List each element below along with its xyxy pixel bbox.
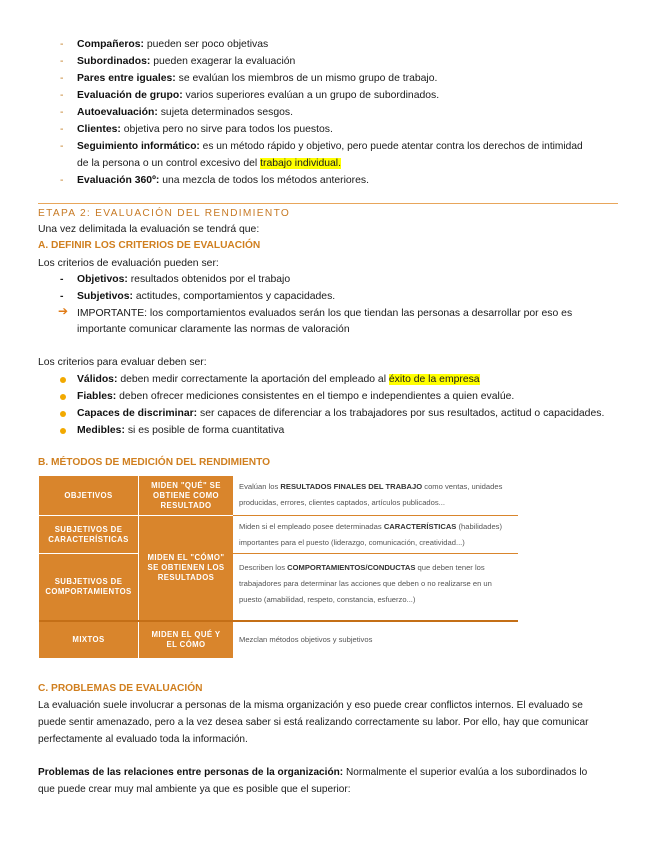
bullet-icon xyxy=(60,377,66,383)
section-divider xyxy=(38,203,618,204)
table-cell-objetivos: OBJETIVOS xyxy=(39,476,139,516)
paragraph-line: puede sentir amenazado, pero a la vez desea saber si está realizando correctamente su labor. Por ello, hay que comunicar xyxy=(38,717,589,728)
subsection-b-title: B. MÉTODOS DE MEDICIÓN DEL RENDIMIENTO xyxy=(38,457,271,468)
list-dash: - xyxy=(60,141,64,152)
list-dash: - xyxy=(60,90,64,101)
list-dash: - xyxy=(60,107,64,118)
table-cell-subjetivos-caracteristicas: SUBJETIVOS DE CARACTERÍSTICAS xyxy=(39,516,139,554)
problems-paragraph: Problemas de las relaciones entre personas de la organización: Normalmente el superior evalúa a los subordinados lo xyxy=(38,767,588,778)
arrow-right-icon: ➔ xyxy=(58,304,69,318)
list-dash: - xyxy=(60,124,64,135)
list-dash: - xyxy=(60,274,64,285)
table-cell-comportamientos-desc: Describen los COMPORTAMIENTOS/CONDUCTAS que deben tener los trabajadores para determinar las acciones que deben o no realizarse en un puesto (amabilidad, respeto, constancia, esfuerzo...) xyxy=(233,554,518,620)
section-title: ETAPA 2: EVALUACIÓN DEL RENDIMIENTO xyxy=(38,208,291,219)
requirement-item: Medibles: si es posible de forma cuantitativa xyxy=(77,425,285,436)
list-dash: - xyxy=(60,56,64,67)
list-item: Subordinados: pueden exagerar la evaluación xyxy=(77,56,296,67)
bullet-icon xyxy=(60,394,66,400)
important-note: IMPORTANTE: los comportamientos evaluados serán los que tiendan las personas a desarrollar por eso es xyxy=(77,308,573,319)
paragraph-line: La evaluación suele involucrar a personas de la misma organización y eso puede crear conflictos internos. El evaluado se xyxy=(38,700,583,711)
criteria-item: Objetivos: resultados obtenidos por el trabajo xyxy=(77,274,291,285)
problems-paragraph-continued: que puede crear muy mal ambiente ya que es posible que el superior: xyxy=(38,784,351,795)
table-cell-miden-como: MIDEN EL "CÓMO" SE OBTIENEN LOS RESULTADOS xyxy=(139,516,233,620)
subsection-a-title: A. DEFINIR LOS CRITERIOS DE EVALUACIÓN xyxy=(38,240,261,251)
list-item: Clientes: objetiva pero no sirve para todos los puestos. xyxy=(77,124,333,135)
table-cell-mixtos-desc: Mezclan métodos objetivos y subjetivos xyxy=(233,622,518,658)
list-item-continued: de la persona o un control excesivo del trabajo individual. xyxy=(77,158,341,169)
bullet-icon xyxy=(60,428,66,434)
methods-table xyxy=(39,476,518,658)
table-cell-objetivos-desc: Evalúan los RESULTADOS FINALES DEL TRABAJO como ventas, unidades producidas, errores, clientes captados, artículos publicados... xyxy=(233,476,518,516)
bullet-icon xyxy=(60,411,66,417)
list-dash: - xyxy=(60,39,64,50)
list-dash: - xyxy=(60,175,64,186)
list-item: Evaluación de grupo: varios superiores evalúan a un grupo de subordinados. xyxy=(77,90,440,101)
table-cell-mixtos: MIXTOS xyxy=(39,622,139,658)
list-item: Seguimiento informático: es un método rápido y objetivo, pero puede atentar contra los derechos de intimidad xyxy=(77,141,583,152)
table-cell-miden-que: MIDEN "QUÉ" SE OBTIENE COMO RESULTADO xyxy=(139,476,233,516)
requirement-item: Fiables: deben ofrecer mediciones consistentes en el tiempo e independientes a quien evalúe. xyxy=(77,391,515,402)
requirement-item: Válidos: deben medir correctamente la aportación del empleado al éxito de la empresa xyxy=(77,374,480,385)
list-dash: - xyxy=(60,291,64,302)
requirements-intro: Los criterios para evaluar deben ser: xyxy=(38,357,207,368)
table-cell-subjetivos-comportamientos: SUBJETIVOS DE COMPORTAMIENTOS xyxy=(39,554,139,620)
list-item: Autoevaluación: sujeta determinados sesgos. xyxy=(77,107,293,118)
list-item: Evaluación 360º: una mezcla de todos los métodos anteriores. xyxy=(77,175,370,186)
subsection-c-title: C. PROBLEMAS DE EVALUACIÓN xyxy=(38,683,203,694)
list-item: Pares entre iguales: se evalúan los miembros de un mismo grupo de trabajo. xyxy=(77,73,438,84)
list-item: Compañeros: pueden ser poco objetivas xyxy=(77,39,269,50)
criteria-intro: Los criterios de evaluación pueden ser: xyxy=(38,258,219,269)
table-cell-miden-que-como: MIDEN EL QUÉ Y EL CÓMO xyxy=(139,622,233,658)
paragraph-line: perfectamente al evaluado toda la información. xyxy=(38,734,248,745)
table-cell-caracteristicas-desc: Miden si el empleado posee determinadas CARACTERÍSTICAS (habilidades) importantes para el puesto (liderazgo, comunicación, creatividad...) xyxy=(233,516,518,554)
important-note-continued: importante comunicar claramente las normas de valoración xyxy=(77,324,350,335)
requirement-item: Capaces de discriminar: ser capaces de diferenciar a los trabajadores por sus resultados, actitud o capacidades. xyxy=(77,408,605,419)
criteria-item: Subjetivos: actitudes, comportamientos y capacidades. xyxy=(77,291,336,302)
list-dash: - xyxy=(60,73,64,84)
intro-text: Una vez delimitada la evaluación se tendrá que: xyxy=(38,224,260,235)
